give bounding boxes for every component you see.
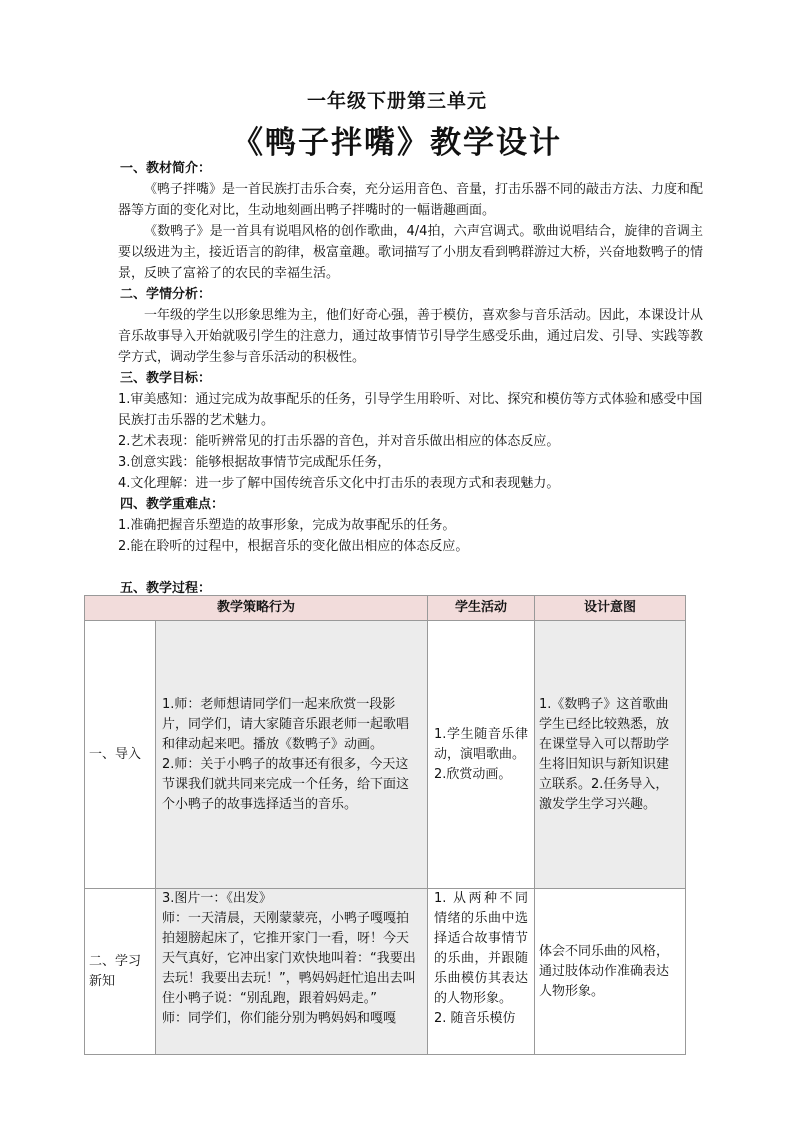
strategy-line: 师：同学们，你们能分别为鸭妈妈和嘎嘎 bbox=[162, 1011, 397, 1026]
activity-line: 1.学生随音乐律动，演唱歌曲。 bbox=[434, 726, 529, 762]
paragraph-students: 一年级的学生以形象思维为主，他们好奇心强，善于模仿，喜欢参与音乐活动。因此，本课设计从音乐故事导入开始就吸引学生的注意力，通过故事情节引导学生感受乐曲，通过启发、引导、实践等教学方式，调动学生参与音乐活动的积极性。 bbox=[118, 308, 704, 365]
strategy-line: 3.图片一：《出发》 bbox=[162, 891, 272, 906]
table-row bbox=[85, 621, 686, 889]
section-heading-process: 五、教学过程： bbox=[120, 581, 212, 596]
stage-cell: 二、学习新知 bbox=[85, 889, 156, 1055]
paragraph-material-1: 《鸭子拌嘴》是一首民族打击乐合奏，充分运用音色、音量，打击乐器不同的敲击方法、力度和配器等方面的变化对比，生动地刻画出鸭子拌嘴时的一幅谐趣画面。 bbox=[118, 182, 704, 218]
goal-item: 3.创意实践：能够根据故事情节完成配乐任务， bbox=[118, 455, 391, 470]
stage-cell: 一、导入 bbox=[85, 621, 156, 889]
goal-item: 1.审美感知：通过完成为故事配乐的任务，引导学生用聆听、对比、探究和模仿等方式体验和感受中国民族打击乐器的艺术魅力。 bbox=[118, 392, 703, 428]
activity-line: 1. 从两种不同情绪的乐曲中选择适合故事情节的乐曲，并跟随乐曲模仿其表达的人物形象。 bbox=[434, 891, 529, 1006]
keypoint-item: 1.准确把握音乐塑造的故事形象，完成为故事配乐的任务。 bbox=[118, 518, 456, 533]
intent-cell: 体会不同乐曲的风格，通过肢体动作准确表达人物形象。 bbox=[535, 889, 686, 1055]
strategy-line: 2.师：关于小鸭子的故事还有很多，今天这节课我们就共同来完成一个任务，给下面这个小鸭子的故事选择适当的音乐。 bbox=[162, 756, 410, 812]
paragraph-material-2: 《数鸭子》是一首具有说唱风格的创作歌曲，4/4拍，六声宫调式。歌曲说唱结合，旋律的音调主要以级进为主，接近语言的韵律，极富童趣。歌词描写了小朋友看到鸭群游过大桥，兴奋地数鸭子的情景，反映了富裕了的农民的幸福生活。 bbox=[118, 224, 704, 281]
intent-cell: 1.《数鸭子》这首歌曲学生已经比较熟悉，放在课堂导入可以帮助学生将旧知识与新知识建立联系。2.任务导入，激发学生学习兴趣。 bbox=[535, 621, 686, 889]
section-heading-goals: 三、教学目标： bbox=[120, 371, 212, 386]
activity-line: 2. 随音乐模仿 bbox=[434, 1011, 516, 1026]
header-intent: 设计意图 bbox=[535, 596, 686, 621]
goal-item: 2.艺术表现：能听辨常见的打击乐器的音色，并对音乐做出相应的体态反应。 bbox=[118, 434, 560, 449]
unit-subtitle: 一年级下册第三单元 bbox=[306, 90, 487, 112]
lesson-title: 《鸭子拌嘴》教学设计 bbox=[232, 125, 562, 161]
table-header-row bbox=[85, 596, 686, 621]
strategy-cell bbox=[156, 621, 428, 889]
teaching-process-table bbox=[84, 595, 686, 1055]
section-heading-keypoints: 四、教学重难点： bbox=[120, 497, 225, 512]
activity-line: 2.欣赏动画。 bbox=[434, 766, 512, 782]
goal-item: 4.文化理解：进一步了解中国传统音乐文化中打击乐的表现方式和表现魅力。 bbox=[118, 476, 560, 491]
table-row bbox=[85, 889, 686, 1055]
activity-cell bbox=[428, 889, 535, 1055]
header-activity: 学生活动 bbox=[428, 596, 535, 621]
header-strategy: 教学策略行为 bbox=[85, 596, 428, 621]
strategy-line: 师：一天清晨，天刚蒙蒙亮，小鸭子嘎嘎拍拍翅膀起床了，它推开家门一看，呀！今天天气真好，它冲出家门欢快地叫着：“我要出去玩！我要出去玩！”，鸭妈妈赶忙追出去叫住小鸭子说：“别乱跑，跟着妈妈走。” bbox=[162, 911, 416, 1006]
activity-cell bbox=[428, 621, 535, 889]
strategy-line: 1.师：老师想请同学们一起来欣赏一段影片，同学们，请大家随音乐跟老师一起歌唱和律动起来吧。播放《数鸭子》动画。 bbox=[162, 696, 410, 752]
section-heading-students: 二、学情分析： bbox=[120, 287, 212, 302]
keypoint-item: 2.能在聆听的过程中，根据音乐的变化做出相应的体态反应。 bbox=[118, 539, 469, 554]
strategy-cell bbox=[156, 889, 428, 1055]
section-heading-material: 一、教材简介： bbox=[120, 161, 212, 176]
document-body bbox=[118, 158, 703, 599]
